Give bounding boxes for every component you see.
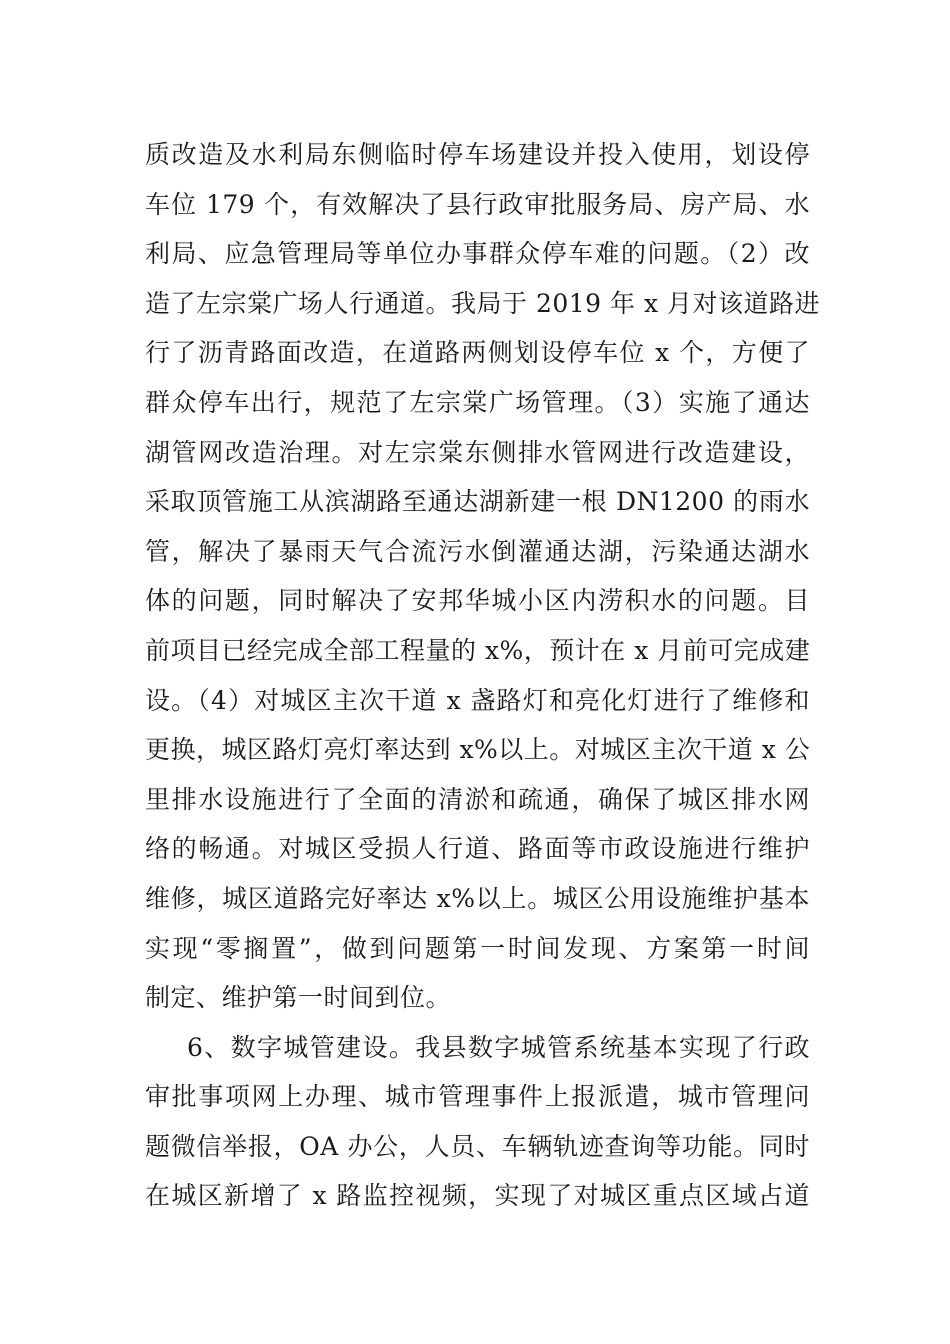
text-line: 络的畅通。对城区受损人行道、路面等市政设施进行维护	[145, 834, 810, 864]
text-line: 前项目已经完成全部工程量的 x%，预计在 x 月前可完成建	[145, 635, 811, 665]
text-line: 里排水设施进行了全面的清淤和疏通，确保了城区排水网	[145, 784, 810, 814]
text-line: 维修，城区道路完好率达 x%以上。城区公用设施维护基本	[145, 883, 810, 913]
text-line: 审批事项网上办理、城市管理事件上报派遣，城市管理问	[145, 1082, 810, 1112]
text-line: 在城区新增了 x 路监控视频，实现了对城区重点区域占道	[145, 1181, 810, 1211]
text-line: 更换，城区路灯亮灯率达到 x%以上。对城区主次干道 x 公	[145, 735, 811, 765]
text-line: 湖管网改造治理。对左宗棠东侧排水管网进行改造建设，	[145, 437, 810, 467]
text-line: 群众停车出行，规范了左宗棠广场管理。（3）实施了通达	[145, 387, 810, 417]
body-text	[145, 130, 821, 1221]
text-line: 车位 179 个，有效解决了县行政审批服务局、房产局、水	[145, 189, 810, 219]
text-line: 体的问题，同时解决了安邦华城小区内涝积水的问题。目	[145, 586, 810, 616]
text-line: 设。（4）对城区主次干道 x 盏路灯和亮化灯进行了维修和	[145, 685, 810, 715]
text-line: 制定、维护第一时间到位。	[145, 983, 452, 1013]
text-line: 质改造及水利局东侧临时停车场建设并投入使用，划设停	[145, 140, 810, 169]
text-line: 造了左宗棠广场人行通道。我局于 2019 年 x 月对该道路进	[145, 288, 821, 318]
text-line: 题微信举报，OA 办公，人员、车辆轨迹查询等功能。同时	[145, 1131, 810, 1161]
text-line: 利局、应急管理局等单位办事群众停车难的问题。（2）改	[145, 239, 810, 269]
text-line: 管，解决了暴雨天气合流污水倒灌通达湖，污染通达湖水	[145, 536, 810, 566]
text-line: 行了沥青路面改造，在道路两侧划设停车位 x 个，方便了	[145, 338, 810, 368]
text-line: 采取顶管施工从滨湖路至通达湖新建一根 DN1200 的雨水	[145, 487, 810, 517]
text-line: 实现“零搁置”，做到问题第一时间发现、方案第一时间	[145, 933, 810, 963]
paragraph-start-line: 6、数字城管建设。我县数字城管系统基本实现了行政	[187, 1032, 810, 1062]
